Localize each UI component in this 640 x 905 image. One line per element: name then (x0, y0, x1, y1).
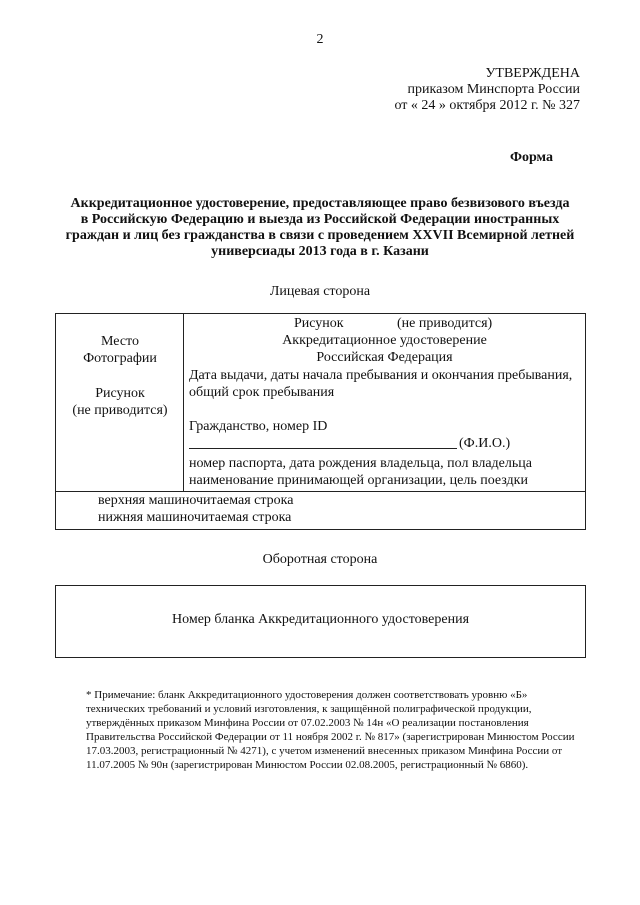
photo-figure-note: (не приводится) (72, 403, 168, 418)
mrz-upper-line: верхняя машиночитаемая строка (98, 493, 294, 508)
title-line-1: Аккредитационное удостоверение, предоставляющее право безвизового въезда (70, 196, 570, 211)
front-side-label: Лицевая сторона (269, 284, 371, 299)
back-side-label: Оборотная сторона (262, 552, 378, 567)
approval-stamp (340, 66, 580, 114)
photo-photo-label: Фотографии (83, 351, 157, 366)
dates-field-line-1: Дата выдачи, даты начала пребывания и окончания пребывания, (189, 368, 573, 383)
organization-field: наименование принимающей организации, цель поездки (189, 473, 528, 488)
approval-line-1: УТВЕРЖДЕНА (485, 66, 580, 81)
doc-name: Аккредитационное удостоверение (282, 333, 487, 348)
title-line-4: универсиады 2013 года в г. Казани (211, 244, 429, 259)
photo-place-label: Место (101, 334, 139, 349)
document-title (56, 196, 584, 260)
figure-label: Рисунок (294, 316, 344, 331)
footnote (86, 688, 591, 772)
footnote-line-6: 11.07.2005 № 90н (зарегистрирован Минюстом России 02.08.2005, регистрационный № 6860). (86, 759, 529, 771)
photo-placeholder (56, 314, 184, 491)
footnote-line-4: Правительства Российской Федерации от 11 ноября 2002 г. № 817» (зарегистрирован Минюстом России (86, 731, 575, 743)
footnote-line-3: утверждённых приказом Минфина России от 07.02.2003 № 14н «О реализации постановления (86, 717, 529, 729)
footnote-line-2: технических требований и условий изготовления, к защищённой полиграфической продукции, (86, 703, 532, 715)
photo-figure-label: Рисунок (95, 386, 145, 401)
citizenship-field: Гражданство, номер ID (189, 419, 328, 434)
form-label: Форма (509, 150, 553, 165)
back-side-form (55, 585, 586, 658)
approval-line-2: приказом Минспорта России (407, 82, 580, 97)
country-name: Российская Федерация (316, 350, 453, 365)
blank-number-label: Номер бланка Аккредитационного удостоверения (171, 612, 470, 627)
mrz-lower-line: нижняя машиночитаемая строка (98, 510, 292, 525)
title-line-3: граждан и лиц без гражданства в связи с проведением XXVII Всемирной летней (65, 228, 575, 243)
footnote-line-5: 17.03.2003, регистрационный № 4271), с учетом изменений внесенных приказом Минфина России от (86, 745, 563, 757)
figure-note: (не приводится) (397, 316, 493, 331)
fio-label: (Ф.И.О.) (459, 436, 511, 451)
front-side-form (55, 313, 586, 530)
approval-line-3: от « 24 » октября 2012 г. № 327 (394, 98, 580, 113)
page-number: 2 (316, 32, 324, 47)
passport-field: номер паспорта, дата рождения владельца, пол владельца (189, 456, 532, 471)
footnote-line-1: * Примечание: бланк Аккредитационного удостоверения должен соответствовать уровню «Б» (86, 689, 528, 701)
title-line-2: в Российскую Федерацию и выезда из Российской Федерации иностранных (80, 212, 560, 227)
fio-underline (189, 448, 457, 449)
dates-field-line-2: общий срок пребывания (189, 385, 335, 400)
